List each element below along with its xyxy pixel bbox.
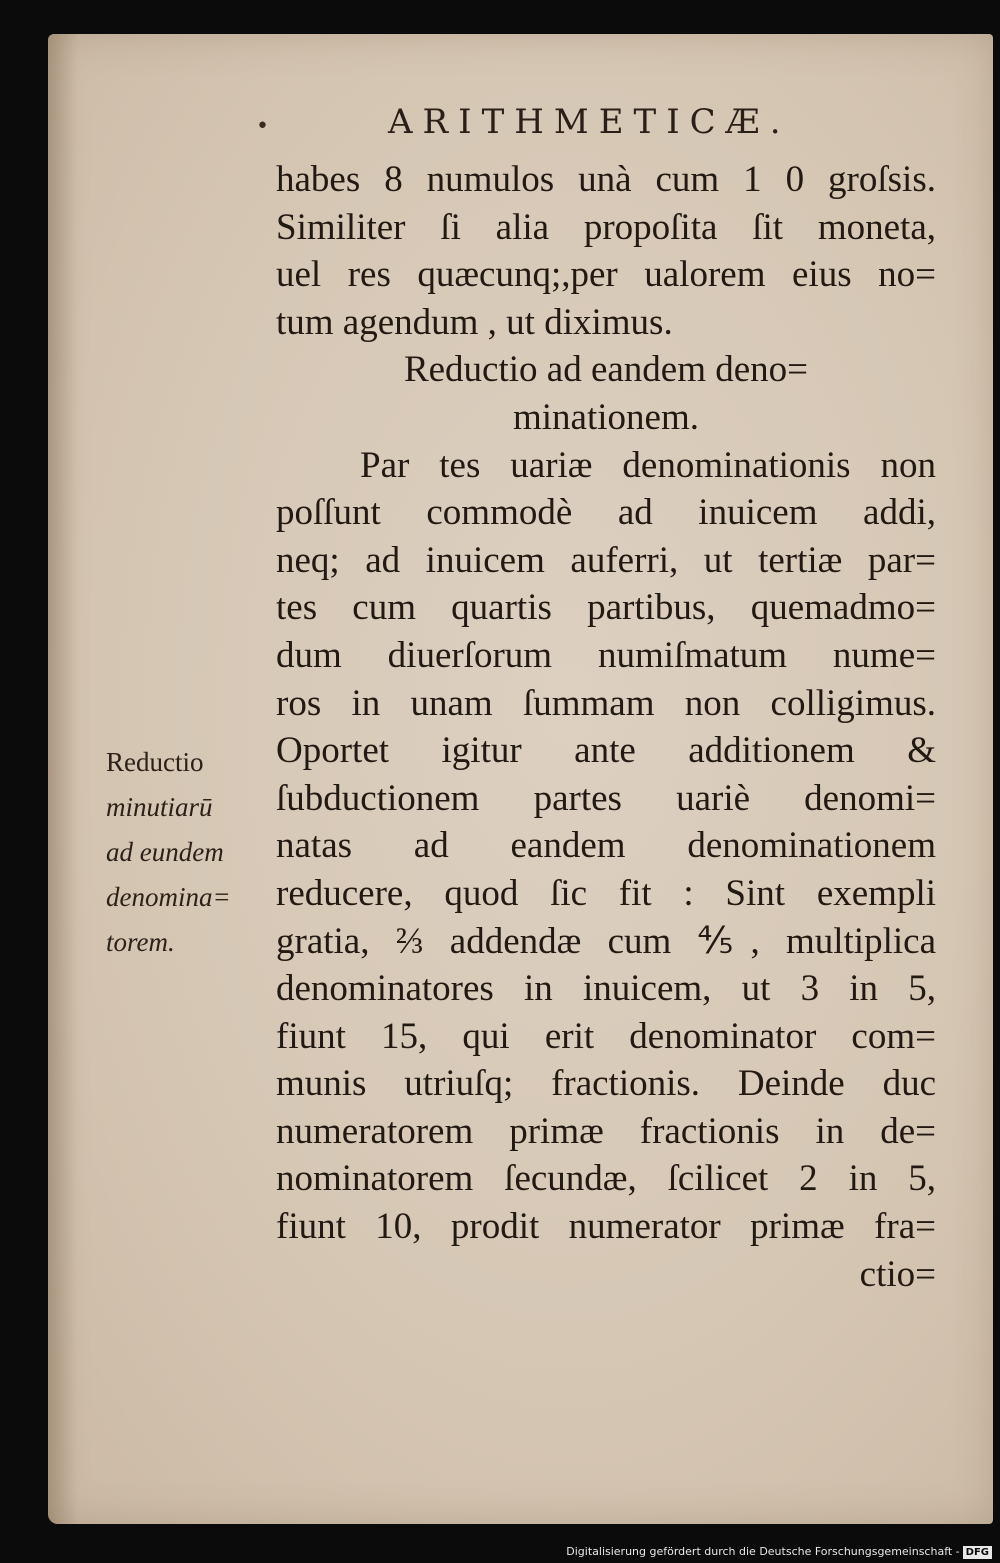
- running-head-mark: •: [256, 114, 269, 139]
- text-line: tes cum quartis partibus, quemadmo=: [276, 587, 936, 629]
- dfg-logo: DFG: [963, 1546, 992, 1559]
- text-line: poſſunt commodè ad inuicem addi,: [276, 492, 936, 534]
- text-line: ſubductionem partes uariè denomi=: [276, 777, 936, 819]
- book-page: [48, 34, 993, 1524]
- text-line: natas ad eandem denominationem: [276, 825, 936, 867]
- marginal-note-line: denomina=: [106, 882, 231, 912]
- funding-footer: [566, 1545, 992, 1559]
- running-head: ARITHMETICÆ.: [388, 102, 791, 142]
- text-line: fiunt 10, prodit numerator primæ fra=: [276, 1206, 936, 1248]
- marginal-note-line: torem.: [106, 927, 175, 957]
- text-line: neq; ad inuicem auferri, ut tertiæ par=: [276, 539, 936, 581]
- text-line: nominatorem ſecundæ, ſcilicet 2 in 5,: [276, 1158, 936, 1200]
- section-heading-line: Reductio ad eandem deno=: [403, 349, 809, 391]
- marginal-note-line: minutiarū: [106, 792, 213, 822]
- text-line: Oportet igitur ante additionem &: [276, 730, 936, 772]
- text-line: reducere, quod ſic fit : Sint exempli: [276, 872, 936, 914]
- footer-text: Digitalisierung gefördert durch die Deutsche Forschungsgemeinschaft -: [566, 1545, 960, 1558]
- main-text-block: [276, 156, 936, 1298]
- section-heading-line: minationem.: [513, 396, 699, 438]
- text-line: tum agendum , ut diximus.: [276, 301, 673, 343]
- text-line: fiunt 15, qui erit denominator com=: [276, 1015, 936, 1057]
- marginal-note-line: Reductio: [106, 747, 204, 777]
- text-line: numeratorem primæ fractionis in de=: [276, 1110, 936, 1152]
- text-line: Par tes uariæ denominationis non: [360, 444, 936, 486]
- marginal-note-line: ad eundem: [106, 837, 224, 867]
- text-line: munis utriuſq; fractionis. Deinde duc: [276, 1063, 936, 1105]
- text-line: Similiter ſi alia propoſita ſit moneta,: [276, 206, 936, 248]
- text-line: uel res quæcunq;,per ualorem eius no=: [276, 254, 936, 296]
- text-line: gratia, ⅔ addendæ cum ⅘, multiplica: [276, 920, 936, 962]
- catchword: ctio=: [859, 1253, 936, 1295]
- text-line: habes 8 numulos unà cum 1 0 groſsis.: [276, 159, 936, 200]
- text-line: ros in unam ſummam non colligimus.: [276, 682, 936, 724]
- marginal-note: [106, 740, 266, 965]
- text-line: dum diuerſorum numiſmatum nume=: [276, 634, 936, 676]
- text-line: denominatores in inuicem, ut 3 in 5,: [276, 968, 936, 1010]
